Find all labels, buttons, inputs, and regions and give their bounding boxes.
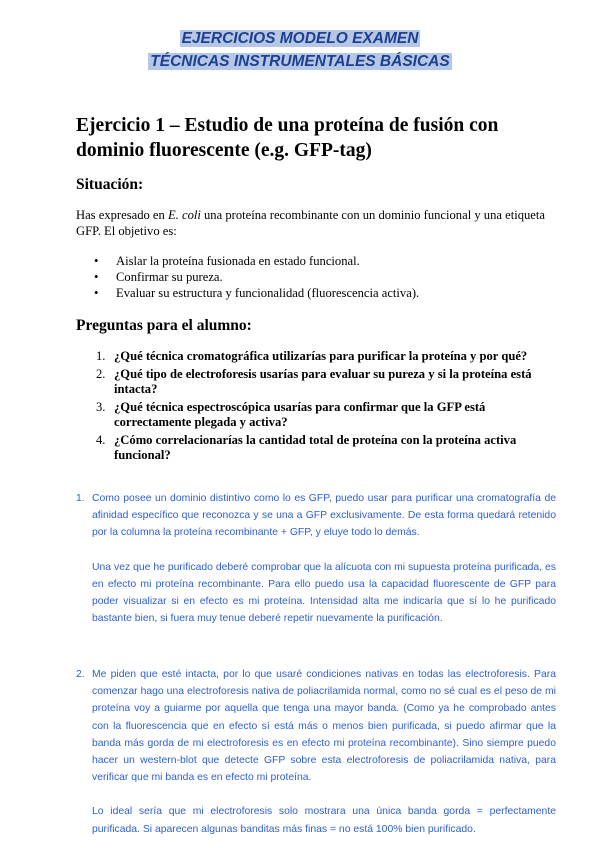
header-line-2-text: TÉCNICAS INSTRUMENTALES BÁSICAS: [150, 53, 450, 70]
intro-post: una proteína recombinante con un dominio funcional y una etiqueta GFP. El objetivo es:: [76, 208, 545, 238]
situacion-heading: Situación:: [76, 176, 144, 193]
answer-number: 1.: [76, 493, 85, 504]
question-text: ¿Qué técnica cromatográfica utilizarías para purificar la proteína y por qué?: [114, 349, 528, 363]
answer-paragraph: Como posee un dominio distintivo como lo es GFP, puedo usar para purificar una cromatografía de afinidad específico que reconozca y se una a GFP exclusivamente. De esta forma quedará retenido por la columna la proteína recombinante + GFP, y eluye todo lo demás.: [92, 493, 556, 539]
bullet-icon: •: [94, 254, 99, 268]
header-line-1: [0, 30, 600, 48]
paragraph-gap: [76, 542, 556, 559]
question-text: ¿Qué técnica espectroscópica usarías para confirmar que la GFP está correctamente plegada y activa?: [114, 400, 486, 429]
question-item: [96, 349, 546, 364]
question-item: [96, 433, 546, 463]
question-item: [96, 400, 546, 430]
intro-paragraph: [76, 207, 546, 239]
answer-1: [76, 490, 556, 627]
questions-list: [96, 349, 546, 466]
objectives-list: [94, 253, 534, 301]
question-number: 1.: [96, 349, 106, 363]
answer-paragraph: Lo ideal sería que mi electroforesis solo mostrara una única banda gorda = perfectamente purificada. Si aparecen algunas banditas más finas = no está 100% bien purificado.: [92, 806, 556, 835]
objective-text: Confirmar su pureza.: [116, 270, 223, 284]
objective-text: Evaluar su estructura y funcionalidad (fluorescencia activa).: [116, 286, 420, 300]
objective-text: Aislar la proteína fusionada en estado funcional.: [116, 254, 360, 268]
question-text: ¿Qué tipo de electroforesis usarías para evaluar su pureza y si la proteína está intacta?: [114, 367, 532, 396]
question-number: 4.: [96, 433, 106, 447]
paragraph-gap: [76, 786, 556, 803]
answer-number: 2.: [76, 669, 85, 680]
question-text: ¿Cómo correlacionarías la cantidad total de proteína con la proteína activa funcional?: [114, 433, 517, 462]
question-number: 2.: [96, 367, 106, 381]
header-line-1-text: EJERCICIOS MODELO EXAMEN: [181, 30, 419, 47]
answer-2: [76, 666, 556, 838]
question-number: 3.: [96, 400, 106, 414]
answer-paragraph: Me piden que esté intacta, por lo que usaré condiciones nativas en todas las electroforesis. Para comenzar hago una electroforesis nativa de poliacrilamida normal, como no sé cual es el peso de mi proteína voy a guiarme por aquella que tenga una mayor banda. (Como ya he comprobado antes con la fluorescencia que en efecto sí está más o menos bien purificada, si puedo afirmar que la banda más gorda de mi electroforesis es en efecto mi proteína recombinante). Sino siempre puedo hacer un western-blot que detecte GFP sobre esta electroforesis de poliacrilamida nativa, para verificar que mi banda es en efecto mi proteína.: [92, 669, 556, 784]
header-line-2: [0, 53, 600, 71]
list-item: [94, 253, 534, 269]
intro-pre: Has expresado en: [76, 208, 168, 222]
exercise-title: Ejercicio 1 – Estudio de una proteína de fusión con dominio fluorescente (e.g. GFP-tag): [76, 115, 499, 161]
questions-heading: Preguntas para el alumno:: [76, 317, 252, 334]
bullet-icon: •: [94, 270, 99, 284]
list-item: [94, 269, 534, 285]
answer-paragraph: Una vez que he purificado deberé comprobar que la alícuota con mi supuesta proteína purificada, es en efecto mi proteína recombinante. Para ello puedo usa la capacidad fluorescente de GFP para poder visualizar si en efecto es mi proteína. Intensidad alta me indicaría que sí lo he purificado bastante bien, si fuera muy tenue deberé repetir nuevamente la purificación.: [92, 561, 556, 625]
intro-species: E. coli: [167, 208, 201, 222]
bullet-icon: •: [94, 286, 99, 300]
question-item: [96, 367, 546, 397]
list-item: [94, 285, 534, 301]
